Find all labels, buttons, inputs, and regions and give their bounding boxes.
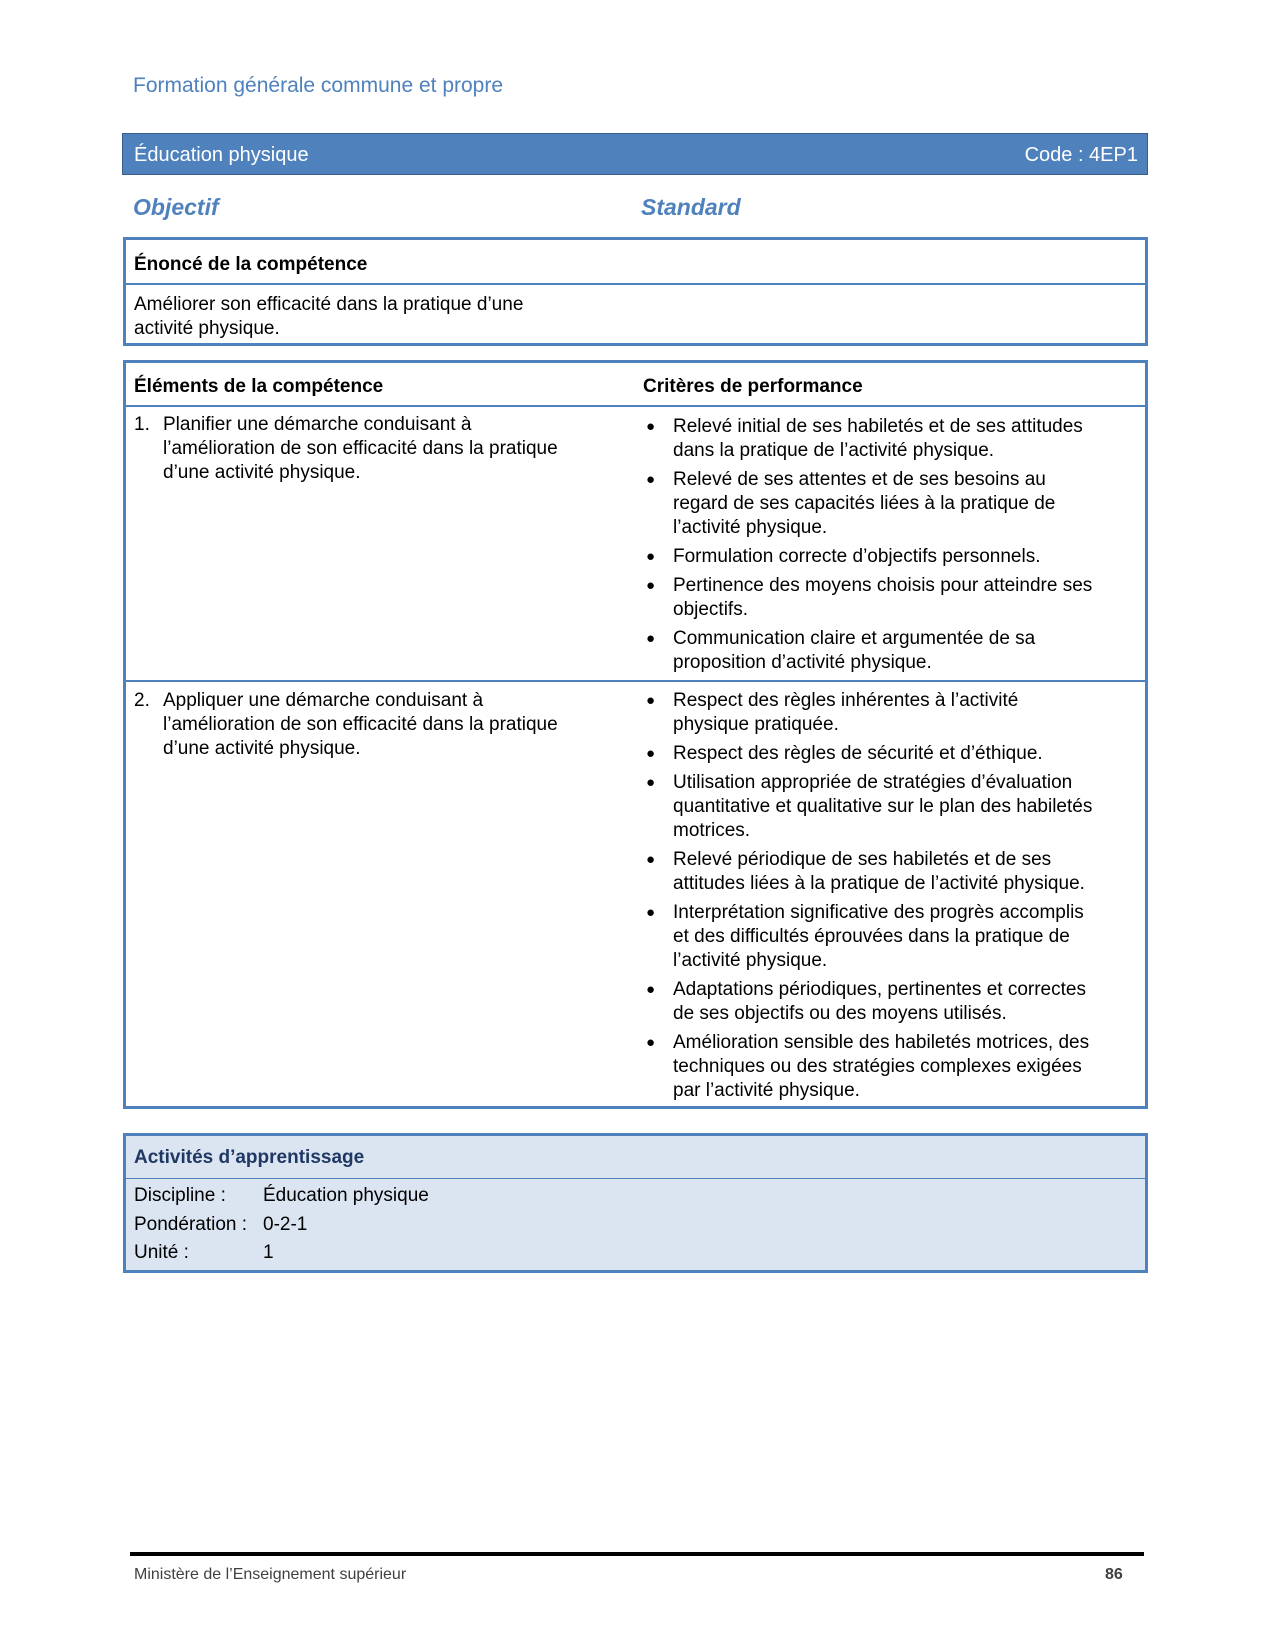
activites-title: Activités d’apprentissage bbox=[134, 1147, 365, 1168]
criterion-line: Communication claire et argumentée de sa bbox=[673, 628, 1036, 649]
divider bbox=[126, 283, 1145, 285]
element-text-line: l’amélioration de son efficacité dans la pratique bbox=[163, 714, 558, 735]
criterion-line: Relevé initial de ses habiletés et de ses attitudes bbox=[673, 416, 1083, 437]
bullet-icon: ● bbox=[646, 471, 656, 488]
enonce-box bbox=[123, 237, 1148, 346]
bullet-icon: ● bbox=[646, 577, 656, 594]
bullet-icon: ● bbox=[646, 851, 656, 868]
ponderation-label: Pondération : bbox=[134, 1214, 248, 1235]
element-text-line: Appliquer une démarche conduisant à bbox=[163, 690, 484, 711]
enonce-text-line: Améliorer son efficacité dans la pratique d’une bbox=[134, 294, 524, 315]
criterion-line: quantitative et qualitative sur le plan des habiletés bbox=[673, 796, 1093, 817]
criterion-line: objectifs. bbox=[673, 599, 748, 620]
page-number: 86 bbox=[1105, 1566, 1123, 1583]
bullet-icon: ● bbox=[646, 1034, 656, 1051]
bullet-icon: ● bbox=[646, 418, 656, 435]
element-number: 2. bbox=[134, 690, 150, 711]
criterion-line: l’activité physique. bbox=[673, 950, 828, 971]
criterion-line: regard de ses capacités liées à la pratique de bbox=[673, 493, 1056, 514]
unite-label: Unité : bbox=[134, 1242, 189, 1263]
criterion-line: Utilisation appropriée de stratégies d’évaluation bbox=[673, 772, 1073, 793]
criterion-line: Respect des règles inhérentes à l’activité bbox=[673, 690, 1019, 711]
criterion-line: par l’activité physique. bbox=[673, 1080, 860, 1101]
bullet-icon: ● bbox=[646, 904, 656, 921]
element-text-line: l’amélioration de son efficacité dans la pratique bbox=[163, 438, 558, 459]
criterion-line: dans la pratique de l’activité physique. bbox=[673, 440, 995, 461]
bullet-icon: ● bbox=[646, 630, 656, 647]
criterion-line: Relevé de ses attentes et de ses besoins au bbox=[673, 469, 1046, 490]
criterion-line: de ses objectifs ou des moyens utilisés. bbox=[673, 1003, 1007, 1024]
criterion-line: l’activité physique. bbox=[673, 517, 828, 538]
criterion-line: Adaptations périodiques, pertinentes et correctes bbox=[673, 979, 1086, 1000]
bullet-icon: ● bbox=[646, 745, 656, 762]
discipline-value: Éducation physique bbox=[263, 1185, 429, 1206]
footer-rule bbox=[130, 1552, 1144, 1556]
divider bbox=[126, 1178, 1145, 1179]
criterion-line: attitudes liées à la pratique de l’activité physique. bbox=[673, 873, 1085, 894]
enonce-title: Énoncé de la compétence bbox=[134, 254, 368, 275]
element-text-line: d’une activité physique. bbox=[163, 738, 361, 759]
element-text-line: d’une activité physique. bbox=[163, 462, 361, 483]
discipline-label: Discipline : bbox=[134, 1185, 226, 1206]
criterion-line: Respect des règles de sécurité et d’éthique. bbox=[673, 743, 1043, 764]
course-header-bar bbox=[122, 133, 1148, 175]
criterion-line: et des difficultés éprouvées dans la pratique de bbox=[673, 926, 1070, 947]
course-name: Éducation physique bbox=[134, 144, 309, 166]
footer-ministry: Ministère de l’Enseignement supérieur bbox=[134, 1566, 407, 1583]
criterion-line: motrices. bbox=[673, 820, 751, 841]
criterion-line: Relevé périodique de ses habiletés et de ses bbox=[673, 849, 1052, 870]
criterion-line: Formulation correcte d’objectifs personnels. bbox=[673, 546, 1041, 567]
objectif-heading: Objectif bbox=[133, 194, 219, 220]
ponderation-value: 0-2-1 bbox=[263, 1214, 308, 1235]
section-title: Formation générale commune et propre bbox=[133, 74, 504, 97]
criterion-line: physique pratiquée. bbox=[673, 714, 839, 735]
criterion-line: techniques ou des stratégies complexes exigées bbox=[673, 1056, 1082, 1077]
element-text-line: Planifier une démarche conduisant à bbox=[163, 414, 472, 435]
divider bbox=[126, 405, 1145, 407]
competence-table bbox=[123, 360, 1148, 1109]
divider bbox=[126, 680, 1145, 682]
bullet-icon: ● bbox=[646, 692, 656, 709]
bullet-icon: ● bbox=[646, 774, 656, 791]
standard-heading: Standard bbox=[641, 194, 741, 220]
unite-value: 1 bbox=[263, 1242, 274, 1263]
criterion-line: Pertinence des moyens choisis pour atteindre ses bbox=[673, 575, 1093, 596]
criterion-line: proposition d’activité physique. bbox=[673, 652, 932, 673]
criterion-line: Amélioration sensible des habiletés motrices, des bbox=[673, 1032, 1090, 1053]
course-code: Code : 4EP1 bbox=[1024, 144, 1138, 166]
activites-box bbox=[123, 1133, 1148, 1273]
bullet-icon: ● bbox=[646, 981, 656, 998]
col-header-criteres: Critères de performance bbox=[643, 376, 863, 397]
col-header-elements: Éléments de la compétence bbox=[134, 376, 384, 397]
bullet-icon: ● bbox=[646, 548, 656, 565]
criterion-line: Interprétation significative des progrès accomplis bbox=[673, 902, 1084, 923]
enonce-text-line: activité physique. bbox=[134, 318, 280, 339]
element-number: 1. bbox=[134, 414, 150, 435]
